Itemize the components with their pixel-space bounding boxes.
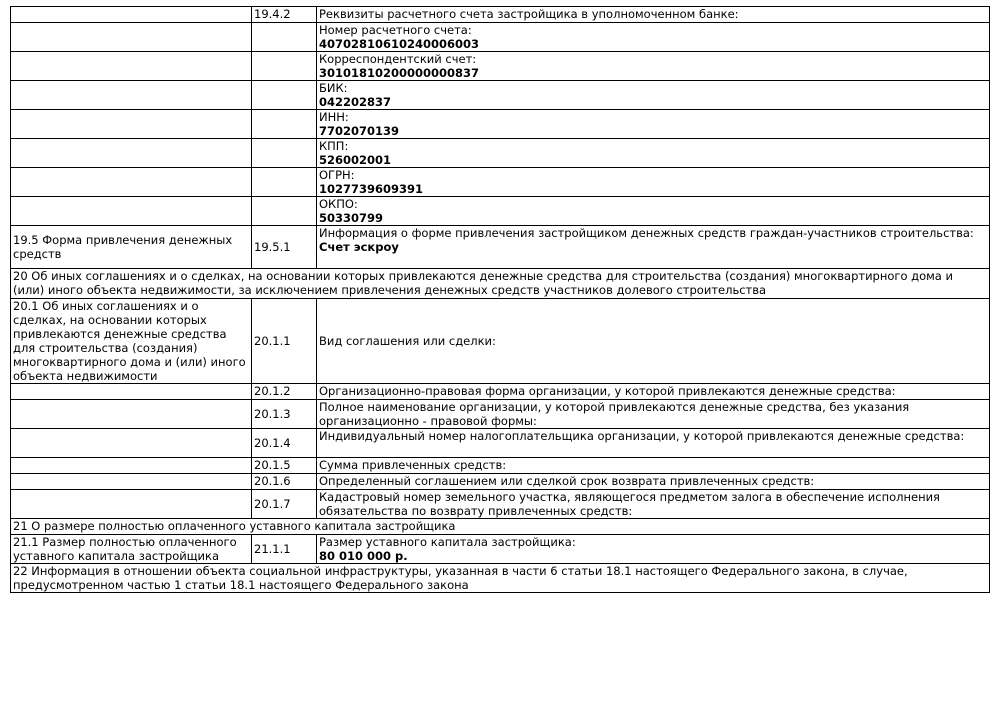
section-cell: 19.5 Форма привлечения денежных средств bbox=[11, 226, 252, 269]
item-code: 20.1.4 bbox=[252, 429, 317, 458]
field-value: 50330799 bbox=[319, 211, 384, 225]
field-label: ОГРН: bbox=[319, 168, 355, 182]
item-text: Вид соглашения или сделки: bbox=[317, 299, 990, 384]
table-row bbox=[11, 299, 990, 384]
field-value: 526002001 bbox=[319, 153, 392, 167]
section-heading: 21 О размере полностью оплаченного уставного капитала застройщика bbox=[11, 519, 990, 535]
table-row bbox=[11, 139, 990, 168]
table-row bbox=[11, 474, 990, 490]
table-row bbox=[11, 490, 990, 519]
table-row bbox=[11, 535, 990, 564]
item-code: 20.1.7 bbox=[252, 490, 317, 519]
field-label: Информация о форме привлечения застройщиком денежных средств граждан-участников строительства: bbox=[319, 226, 974, 240]
field-value: 042202837 bbox=[319, 95, 392, 109]
item-code: 20.1.5 bbox=[252, 458, 317, 474]
section-heading: 22 Информация в отношении объекта социальной инфраструктуры, указанная в части 6 статьи 18.1 настоящего Федерального закона, в случае, предусмотренном частью 1 статьи 18.1 настоящего Федерального закона bbox=[11, 564, 990, 593]
field-label: БИК: bbox=[319, 81, 348, 95]
correspondent-account-cell bbox=[317, 52, 990, 81]
table-row bbox=[11, 400, 990, 429]
okpo-cell bbox=[317, 197, 990, 226]
field-label: ОКПО: bbox=[319, 197, 358, 211]
item-code: 20.1.2 bbox=[252, 384, 317, 400]
item-text: Определенный соглашением или сделкой срок возврата привлеченных средств: bbox=[317, 474, 990, 490]
field-value: 40702810610240006003 bbox=[319, 37, 480, 51]
table-row bbox=[11, 197, 990, 226]
inn-cell bbox=[317, 110, 990, 139]
funding-form-cell bbox=[317, 226, 990, 269]
section-header-row bbox=[11, 519, 990, 535]
item-text: Полное наименование организации, у которой привлекаются денежные средства, без указания организационно - правовой формы: bbox=[317, 400, 990, 429]
account-number-cell bbox=[317, 23, 990, 52]
item-text: Сумма привлеченных средств: bbox=[317, 458, 990, 474]
field-value: 7702070139 bbox=[319, 124, 400, 138]
field-label: Размер уставного капитала застройщика: bbox=[319, 535, 576, 549]
section-header-row bbox=[11, 269, 990, 299]
bik-cell bbox=[317, 81, 990, 110]
kpp-cell bbox=[317, 139, 990, 168]
field-value: 80 010 000 р. bbox=[319, 549, 408, 563]
ogrn-cell bbox=[317, 168, 990, 197]
table-row bbox=[11, 458, 990, 474]
field-value: 1027739609391 bbox=[319, 182, 424, 196]
table-row bbox=[11, 23, 990, 52]
section-header-row bbox=[11, 564, 990, 593]
table-row bbox=[11, 226, 990, 269]
item-code: 20.1.1 bbox=[252, 299, 317, 384]
table-row bbox=[11, 81, 990, 110]
item-code: 19.4.2 bbox=[252, 7, 317, 23]
table-row bbox=[11, 429, 990, 458]
field-label: ИНН: bbox=[319, 110, 349, 124]
table-row bbox=[11, 52, 990, 81]
field-label: Корреспондентский счет: bbox=[319, 52, 477, 66]
section-heading: 20 Об иных соглашениях и о сделках, на основании которых привлекаются денежные средства для строительства (создания) многоквартирного дома и (или) иного объекта недвижимости, за исключением привлечения денежных средств участников долевого строительства bbox=[11, 269, 990, 299]
field-label: КПП: bbox=[319, 139, 349, 153]
item-code: 20.1.6 bbox=[252, 474, 317, 490]
field-value: Счет эскроу bbox=[319, 240, 399, 254]
field-label: Номер расчетного счета: bbox=[319, 23, 472, 37]
section-cell: 21.1 Размер полностью оплаченного уставного капитала застройщика bbox=[11, 535, 252, 564]
table-row bbox=[11, 110, 990, 139]
item-text: Реквизиты расчетного счета застройщика в уполномоченном банке: bbox=[317, 7, 990, 23]
item-code: 19.5.1 bbox=[252, 226, 317, 269]
item-text: Кадастровый номер земельного участка, являющегося предметом залога в обеспечение исполнения обязательства по возврату привлеченных средств: bbox=[317, 490, 990, 519]
item-code: 21.1.1 bbox=[252, 535, 317, 564]
capital-cell bbox=[317, 535, 990, 564]
field-value: 30101810200000000837 bbox=[319, 66, 480, 80]
item-text: Организационно-правовая форма организации, у которой привлекаются денежные средства: bbox=[317, 384, 990, 400]
table-row bbox=[11, 168, 990, 197]
item-text: Индивидуальный номер налогоплательщика организации, у которой привлекаются денежные средства: bbox=[317, 429, 990, 458]
section-cell: 20.1 Об иных соглашениях и о сделках, на основании которых привлекаются денежные средства для строительства (создания) многоквартирного дома и (или) иного объекта недвижимости bbox=[11, 299, 252, 384]
table-row bbox=[11, 7, 990, 23]
item-code: 20.1.3 bbox=[252, 400, 317, 429]
section-cell bbox=[11, 7, 252, 23]
disclosure-table bbox=[10, 6, 990, 593]
table-row bbox=[11, 384, 990, 400]
